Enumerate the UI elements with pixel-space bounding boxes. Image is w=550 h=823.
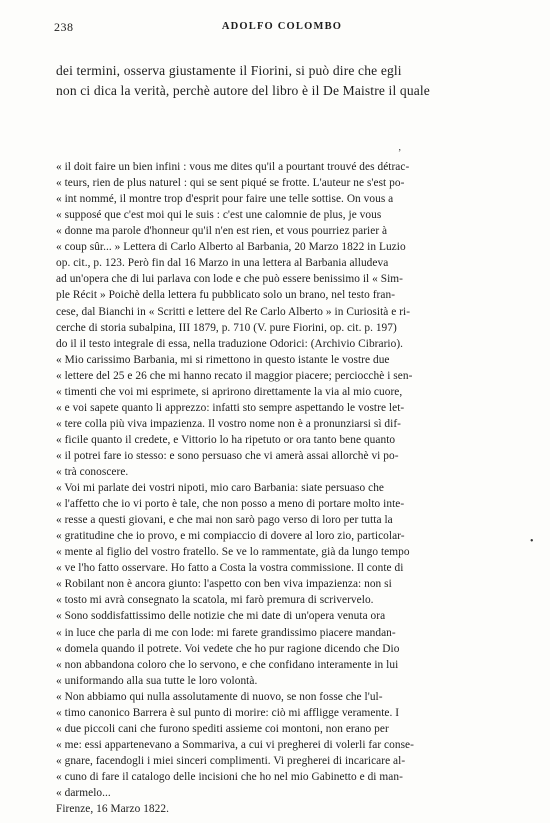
footnote-line: « darmelo... [56,788,111,799]
footnote-line: « ve l'ho fatto osservare. Ho fatto a Costa la vostra commissione. Il conte di [56,563,404,575]
footnote-line: « int nommé, il montre trop d'esprit pour faire une telle sottise. On vous a [56,194,394,206]
footnote-line: « teurs, rien de plus naturel : qui se sent piqué se frotte. L'auteur ne s'est po- [56,178,405,190]
footnote-line: « Mio carissimo Barbania, mi si rimettono in questo istante le vostre due [56,354,390,366]
footnote-line: ad un'opera che di lui parlava con lode e che può essere benissimo il « Sim- [56,274,403,286]
margin-mark: • [530,536,534,547]
footnote-line: « tosto mi avrà consegnato la scatola, mi farò premura di scrivervelo. [56,595,374,607]
footnote-line: « me: essi appartenevano a Sommariva, a cui vi pregherei di volerli far conse- [56,739,414,751]
footnote-line: « cuno di fare il catalogo delle incisioni che ho nel mio Gabinetto e di man- [56,771,403,783]
footnote-line: ple Récit » Poichè della lettera fu pubblicato solo un brano, nel testo fran- [56,290,396,302]
footnote-line: « Sono soddisfattissimo delle notizie che mi date di un'opera venuta ora [56,611,386,623]
footnote-line: « il doit faire un bien infini : vous me dites qu'il a pourtant trouvé des détrac- [56,162,410,173]
footnote-line: « coup sûr... » Lettera di Carlo Alberto al Barbania, 20 Marzo 1822 in Luzio [56,242,406,254]
footnote-line: « e voi sapete quanto li apprezzo: infatti sto sempre aspettando le vostre let- [56,402,405,414]
footnote-line: « timenti che voi mi esprimete, si aprirono direttamente la via al mio cuore, [56,386,403,398]
footnote-line: « donne ma parole d'honneur qu'il n'en est rien, et vous pourriez parier à [56,226,388,238]
footnote-line: do il il testo integrale di essa, nella traduzione Odorici: (Archivio Cibrario). [56,338,404,350]
footnote-line: « ficile quanto il credete, e Vittorio lo ha ripetuto or ora tanto bene quanto [56,434,396,446]
footnote-line: « tere colla più viva impazienza. Il vostro nome non è a pronunziarsi sì dif- [56,418,401,430]
footnote-line: « l'affetto che io vi porto è tale, che non posso a meno di portare molto inte- [56,499,405,511]
footnote-line: « supposé que c'est moi qui le suis : c'est une calomnie de plus, je vous [56,210,382,222]
footnote-line: « Robilant non è ancora giunto: l'aspetto con ben viva impazienza: non si [56,579,392,591]
footnote-line: « timo canonico Barrera è sul punto di morire: ciò mi affligge veramente. I [56,707,400,719]
footnote-line: « mente al figlio del vostro fratello. Se ve lo rammentate, già da lungo tempo [56,547,410,559]
page-number: 238 [54,20,74,34]
footnote-line: « domela quando il potrete. Voi vedete che ho pur ragione dicendo che Dio [56,643,400,655]
footnote-line: « resse a questi giovani, e che mai non sarò pago verso di loro per tutta la [56,515,393,527]
footnote-line: « due piccoli cani che furono spediti assieme coi montoni, non erano per [56,723,389,735]
body-line: non ci dica la verità, perchè autore del libro è il De Maistre il quale [56,84,430,98]
running-head: ADOLFO COLOMBO [221,21,343,32]
footnote-line: « uniformando alla sua tutte le loro volontà. [56,675,258,687]
footnote-line: « in luce che parla di me con lode: mi farete grandissimo piacere mandan- [56,627,396,639]
footnote-line: op. cit., p. 123. Però fin dal 16 Marzo in una lettera al Barbania alludeva [56,258,389,270]
footnote-line: « gnare, facendogli i miei sinceri complimenti. Vi pregherei di incaricare al- [56,755,406,767]
footnote-line: « gratitudine che io provo, e mi compiaccio di dovere al loro zio, particolar- [56,531,405,543]
footnote-line: cese, dal Bianchi in « Scritti e lettere del Re Carlo Alberto » in Curiosità e ri- [56,306,411,318]
footnote-line: « il potrei fare io stesso: e sono persuaso che vi amerà assai allorchè vi po- [56,450,399,462]
footnote-line: « trà conoscere. [56,466,129,478]
dateline: Firenze, 16 Marzo 1822. [56,804,169,815]
footnote-line: « Voi mi parlate dei vostri nipoti, mio caro Barbania: siate persuaso che [56,483,385,494]
body-line: dei termini, osserva giustamente il Fiorini, si può dire che egli [56,64,402,78]
footnote-line: « Non abbiamo qui nulla assolutamente di nuovo, se non fosse che l'ul- [56,691,383,703]
footnote-line: « lettere del 25 e 26 che mi hanno recato il maggior piacere; perciocchè i sen- [56,370,413,382]
margin-mark: ʼ [398,148,402,159]
footnote-line: cerche di storia subalpina, III 1879, p. 710 (V. pure Fiorini, op. cit. p. 197) [56,322,397,334]
page-header [54,20,510,36]
footnote-line: « non abbandona coloro che lo servono, e che confidano interamente in lui [56,659,399,671]
